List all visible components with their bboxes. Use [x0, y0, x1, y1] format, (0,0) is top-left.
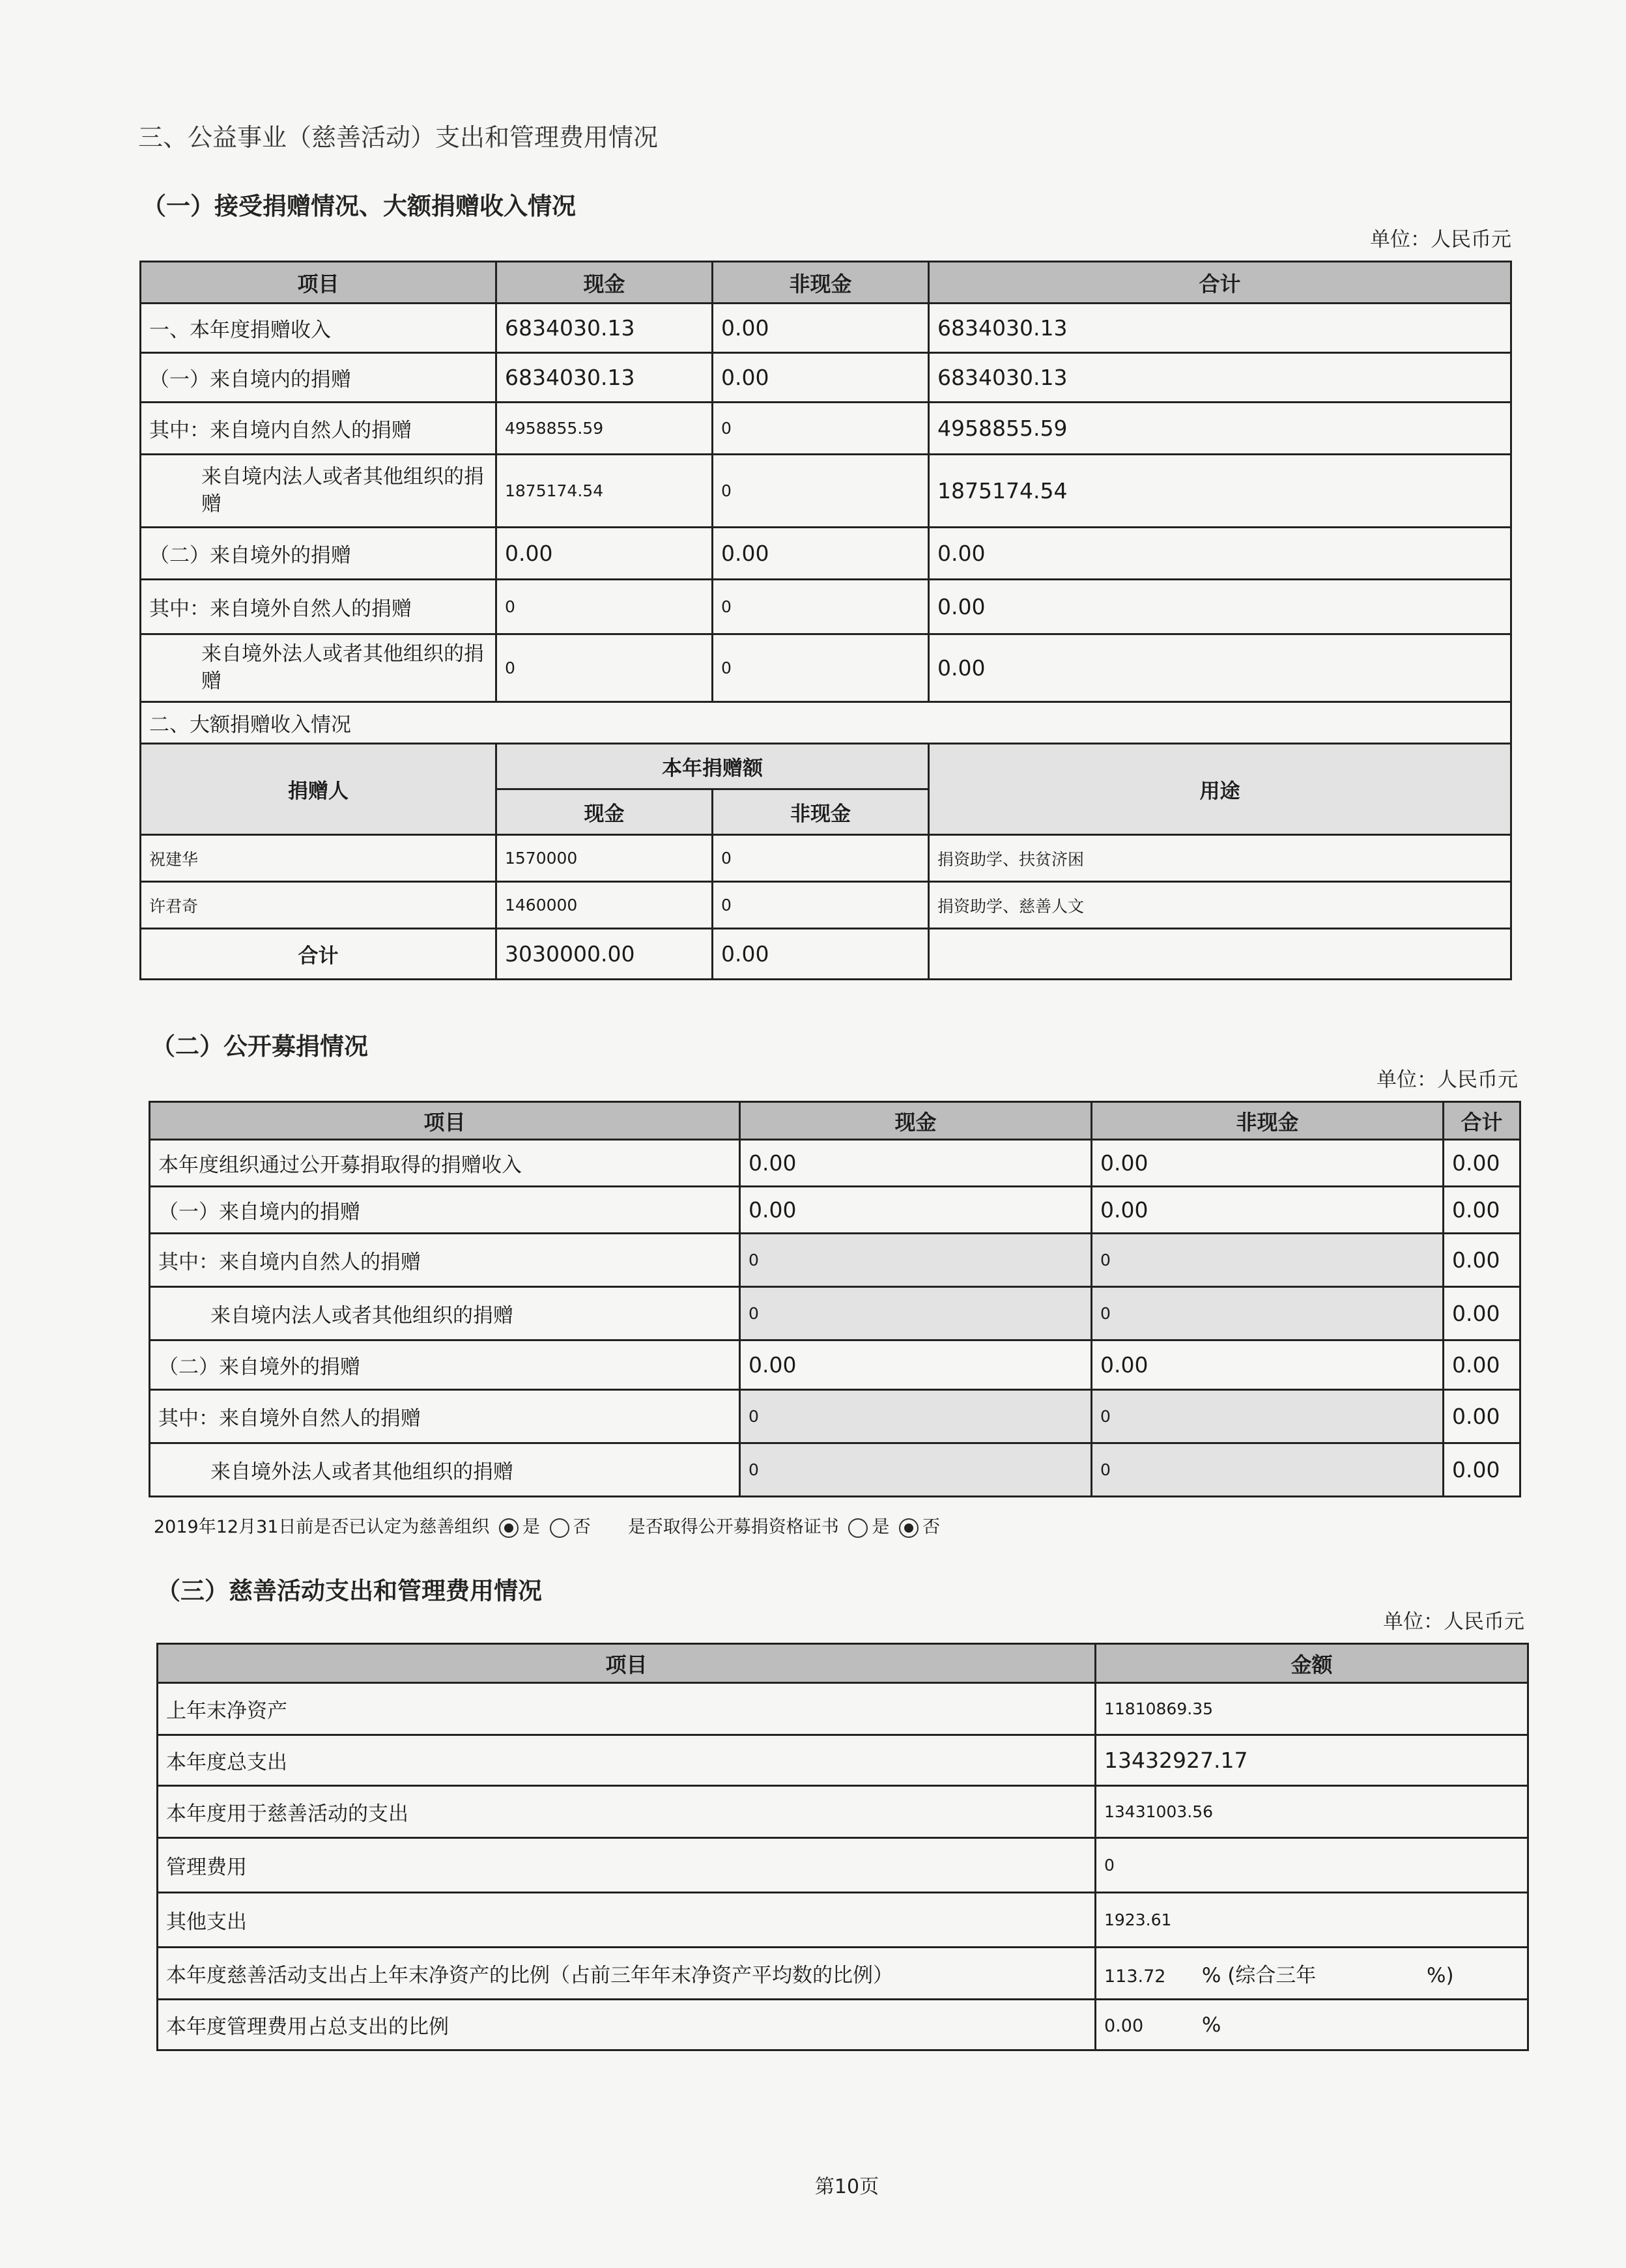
- charity-status-question: 2019年12月31日前是否已认定为慈善组织: [154, 1517, 490, 1537]
- col-header-item: 项目: [141, 262, 496, 304]
- donor-header: 捐赠人: [141, 744, 496, 835]
- table-row: [141, 353, 1511, 403]
- table-row: [150, 1234, 1520, 1287]
- row-label: 上年末净资产: [158, 1683, 1096, 1735]
- charity-no-label: 否: [573, 1517, 591, 1537]
- charity-ratio-value: 113.72: [1104, 1966, 1166, 1987]
- total-value: 0.00: [1444, 1234, 1520, 1287]
- noncash-value: 0.00: [713, 304, 929, 353]
- cash-value: 1875174.54: [496, 455, 713, 528]
- amount-value: 1923.61: [1096, 1893, 1528, 1948]
- table-row: [158, 1893, 1528, 1948]
- col-header-amount: 金额: [1096, 1644, 1528, 1683]
- amount-value: 11810869.35: [1096, 1683, 1528, 1735]
- total-value: 6834030.13: [929, 353, 1511, 403]
- cash-value: 0.00: [740, 1340, 1092, 1390]
- total-noncash: 0.00: [713, 929, 929, 980]
- section-title: 三、公益事业（慈善活动）支出和管理费用情况: [138, 123, 659, 152]
- cash-value: 0.00: [496, 528, 713, 580]
- table-row: [158, 1683, 1528, 1735]
- charity-ratio-pct: %: [1201, 1964, 1221, 1987]
- donor-cash: 1570000: [496, 835, 713, 882]
- table-row: [141, 580, 1511, 634]
- cash-value: 0: [740, 1443, 1092, 1497]
- fundraising-cert-question: 是否取得公开募捐资格证书: [627, 1517, 839, 1537]
- noncash-value: 0.00: [1092, 1140, 1444, 1187]
- noncash-value: 0: [713, 580, 929, 634]
- table-row: [141, 835, 1511, 882]
- col-header-item: 项目: [150, 1102, 740, 1140]
- total-value: 4958855.59: [929, 403, 1511, 455]
- col-header-total: 合计: [1444, 1102, 1520, 1140]
- table-row: [158, 1838, 1528, 1893]
- table-row: [158, 2000, 1528, 2050]
- row-label: （一）来自境内的捐赠: [150, 1187, 740, 1234]
- col-header-noncash: 非现金: [1092, 1102, 1444, 1140]
- use-header: 用途: [929, 744, 1511, 835]
- t3-unit: 单位：人民币元: [1383, 1610, 1524, 1634]
- donor-use: 捐资助学、慈善人文: [929, 882, 1511, 929]
- noncash-value: 0: [1092, 1390, 1444, 1443]
- table-row: [150, 1340, 1520, 1390]
- cash-value: 0: [740, 1287, 1092, 1340]
- noncash-value: 0: [1092, 1234, 1444, 1287]
- cash-value: 0.00: [740, 1140, 1092, 1187]
- col-header-total: 合计: [929, 262, 1511, 304]
- amount-header: 本年捐赠额: [496, 744, 929, 789]
- table-row: [150, 1140, 1520, 1187]
- donor-name: 祝建华: [141, 835, 496, 882]
- total-value: 6834030.13: [929, 304, 1511, 353]
- cert-yes-radio[interactable]: [848, 1518, 868, 1538]
- total-value: 0.00: [1444, 1287, 1520, 1340]
- noncash-value: 0.00: [1092, 1187, 1444, 1234]
- row-label: （二）来自境外的捐赠: [141, 528, 496, 580]
- table-row: [141, 634, 1511, 702]
- row-label: 来自境外法人或者其他组织的捐赠: [150, 1443, 740, 1497]
- row-label: 其中：来自境外自然人的捐赠: [150, 1390, 740, 1443]
- amount-value: 13431003.56: [1096, 1786, 1528, 1838]
- public-fundraising-table: [149, 1101, 1521, 1497]
- row-label: 其中：来自境内自然人的捐赠: [150, 1234, 740, 1287]
- total-use: [929, 929, 1511, 980]
- mgmt-ratio-value: 0.00: [1104, 2015, 1144, 2036]
- donation-table: [139, 261, 1512, 980]
- noncash-value: 0: [713, 455, 929, 528]
- charity-ratio-cell: [1096, 1948, 1528, 2000]
- table-row: [150, 1443, 1520, 1497]
- total-value: 0.00: [929, 528, 1511, 580]
- total-value: 1875174.54: [929, 455, 1511, 528]
- mgmt-ratio-pct: %: [1201, 2013, 1221, 2037]
- row-label: 一、本年度捐赠收入: [141, 304, 496, 353]
- row-label: 来自境内法人或者其他组织的捐赠: [141, 455, 496, 528]
- total-label: 合计: [141, 929, 496, 980]
- donor-cash: 1460000: [496, 882, 713, 929]
- col-header-noncash: 非现金: [713, 262, 929, 304]
- charity-ratio-label: 本年度慈善活动支出占上年末净资产的比例（占前三年年末净资产平均数的比例）: [158, 1948, 1096, 2000]
- large-donation-heading: 二、大额捐赠收入情况: [141, 702, 1511, 744]
- row-label: 其他支出: [158, 1893, 1096, 1948]
- cash-value: 0: [496, 580, 713, 634]
- total-cash: 3030000.00: [496, 929, 713, 980]
- donor-noncash-header: 非现金: [713, 789, 929, 835]
- donor-use: 捐资助学、扶贫济困: [929, 835, 1511, 882]
- noncash-value: 0.00: [1092, 1340, 1444, 1390]
- cash-value: 0: [740, 1390, 1092, 1443]
- row-label: 本年度组织通过公开募捐取得的捐赠收入: [150, 1140, 740, 1187]
- noncash-value: 0.00: [713, 528, 929, 580]
- donor-noncash: 0: [713, 835, 929, 882]
- total-value: 0.00: [1444, 1187, 1520, 1234]
- cash-value: 0: [496, 634, 713, 702]
- donor-name: 许君奇: [141, 882, 496, 929]
- t1-title: （一）接受捐赠情况、大额捐赠收入情况: [142, 192, 576, 220]
- mgmt-ratio-cell: [1096, 2000, 1528, 2050]
- table-row: [150, 1187, 1520, 1234]
- total-value: 0.00: [1444, 1390, 1520, 1443]
- table-row: [141, 403, 1511, 455]
- table-row: [141, 455, 1511, 528]
- donor-noncash: 0: [713, 882, 929, 929]
- total-row: [141, 929, 1511, 980]
- amount-value: 13432927.17: [1096, 1735, 1528, 1786]
- charity-yes-label: 是: [522, 1517, 541, 1537]
- cash-value: 0: [740, 1234, 1092, 1287]
- table-row: [141, 304, 1511, 353]
- table-row: [141, 882, 1511, 929]
- row-label: 其中：来自境内自然人的捐赠: [141, 403, 496, 455]
- noncash-value: 0: [1092, 1287, 1444, 1340]
- expenditure-table: [156, 1643, 1529, 2051]
- row-label: （一）来自境内的捐赠: [141, 353, 496, 403]
- cash-value: 6834030.13: [496, 353, 713, 403]
- t2-title: （二）公开募捐情况: [151, 1032, 368, 1060]
- cash-value: 6834030.13: [496, 304, 713, 353]
- table-row: [150, 1390, 1520, 1443]
- t1-unit: 单位：人民币元: [1370, 228, 1511, 251]
- col-header-cash: 现金: [496, 262, 713, 304]
- noncash-value: 0: [713, 403, 929, 455]
- table-row: [158, 1735, 1528, 1786]
- charity-ratio-combined-end: %): [1427, 1964, 1454, 1987]
- table-row: [158, 1948, 1528, 2000]
- t2-unit: 单位：人民币元: [1376, 1068, 1518, 1092]
- total-value: 0.00: [929, 580, 1511, 634]
- col-header-cash: 现金: [740, 1102, 1092, 1140]
- table-row: [150, 1287, 1520, 1340]
- noncash-value: 0: [1092, 1443, 1444, 1497]
- cash-value: 4958855.59: [496, 403, 713, 455]
- cert-yes-label: 是: [872, 1517, 890, 1537]
- t3-title: （三）慈善活动支出和管理费用情况: [156, 1577, 542, 1605]
- status-line: [154, 1512, 940, 1538]
- charity-ratio-combined: (综合三年: [1227, 1964, 1317, 1987]
- mgmt-ratio-label: 本年度管理费用占总支出的比例: [158, 2000, 1096, 2050]
- total-value: 0.00: [1444, 1340, 1520, 1390]
- row-label: 本年度用于慈善活动的支出: [158, 1786, 1096, 1838]
- cash-value: 0.00: [740, 1187, 1092, 1234]
- charity-no-radio[interactable]: [550, 1518, 569, 1538]
- amount-value: 0: [1096, 1838, 1528, 1893]
- charity-yes-radio[interactable]: [499, 1518, 519, 1538]
- page-number: 第10页: [814, 2176, 879, 2198]
- col-header-item: 项目: [158, 1644, 1096, 1683]
- total-value: 0.00: [1444, 1443, 1520, 1497]
- row-label: 来自境内法人或者其他组织的捐赠: [150, 1287, 740, 1340]
- row-label: 管理费用: [158, 1838, 1096, 1893]
- noncash-value: 0: [713, 634, 929, 702]
- row-label: （二）来自境外的捐赠: [150, 1340, 740, 1390]
- donor-cash-header: 现金: [496, 789, 713, 835]
- table-row: [141, 528, 1511, 580]
- noncash-value: 0.00: [713, 353, 929, 403]
- row-label: 本年度总支出: [158, 1735, 1096, 1786]
- total-value: 0.00: [1444, 1140, 1520, 1187]
- total-value: 0.00: [929, 634, 1511, 702]
- cert-no-label: 否: [922, 1517, 940, 1537]
- row-label: 来自境外法人或者其他组织的捐赠: [141, 634, 496, 702]
- row-label: 其中：来自境外自然人的捐赠: [141, 580, 496, 634]
- cert-no-radio[interactable]: [899, 1518, 919, 1538]
- table-row: [158, 1786, 1528, 1838]
